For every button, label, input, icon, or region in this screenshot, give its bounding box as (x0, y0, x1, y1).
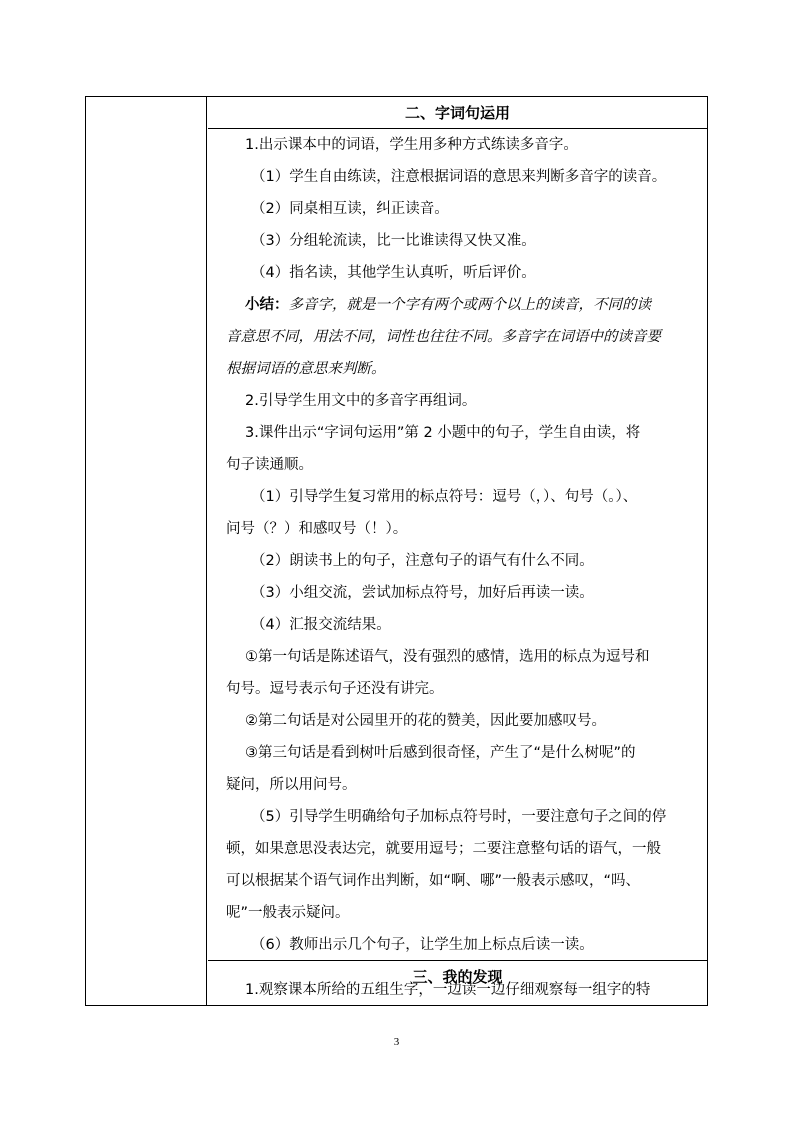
paragraph: 3.课件出示“字词句运用”第 2 小题中的句子，学生自由读，将 (245, 425, 641, 441)
paragraph: （3）分组轮流读，比一比谁读得又快又准。 (251, 233, 536, 249)
paragraph: （1）学生自由练读，注意根据词语的意思来判断多音字的读音。 (251, 169, 667, 185)
paragraph: （5）引导学生明确给句子加标点符号时，一要注意句子之间的停 (251, 809, 667, 825)
summary-text: 多音字，就是一个字有两个或两个以上的读音，不同的读 (288, 297, 651, 313)
left-column-cell (86, 97, 207, 1005)
paragraph: 1.出示课本中的词语，学生用多种方式练读多音字。 (245, 137, 578, 153)
paragraph: （4）汇报交流结果。 (251, 617, 391, 633)
paragraph: 问号（？）和感叹号（！）。 (226, 521, 408, 537)
paragraph: 句号。逗号表示句子还没有讲完。 (226, 681, 444, 697)
paragraph: （4）指名读，其他学生认真听，听后评价。 (251, 265, 536, 281)
lesson-table (85, 96, 708, 1006)
summary-line (208, 289, 707, 321)
paragraph: （3）小组交流，尝试加标点符号，加好后再读一读。 (251, 585, 594, 601)
summary-line: 音意思不同，用法不同，词性也往往不同。多音字在词语中的读音要 (226, 329, 661, 345)
paragraph: ②第二句话是对公园里开的花的赞美，因此要加感叹号。 (245, 713, 606, 729)
content-cell (208, 97, 707, 1005)
section-heading: 三、我的发现 (412, 968, 503, 986)
paragraph: 2.引导学生用文中的多音字再组词。 (245, 393, 477, 409)
summary-line: 根据词语的意思来判断。 (226, 361, 386, 377)
paragraph: 疑问，所以用问号。 (226, 777, 357, 793)
paragraph: 可以根据某个语气词作出判断，如“啊、哪”一般表示感叹，“吗、 (226, 873, 641, 889)
paragraph: （6）教师出示几个句子，让学生加上标点后读一读。 (251, 937, 594, 953)
paragraph: 1.观察课本所给的五组生字，一边读一边仔细观察每一组字的特 (245, 982, 651, 998)
page-number: 3 (393, 1036, 400, 1048)
paragraph: 顿，如果意思没表达完，就要用逗号；二要注意整句话的语气，一般 (226, 841, 661, 857)
paragraph: （2）同桌相互读，纠正读音。 (251, 201, 449, 217)
paragraph: 句子读通顺。 (226, 457, 313, 473)
paragraph: （1）引导学生复习常用的标点符号：逗号（，）、句号（。）、 (251, 489, 638, 505)
summary-label: 小结： (245, 296, 289, 313)
paragraph: 呢”一般表示疑问。 (226, 905, 350, 921)
paragraph: （2）朗读书上的句子，注意句子的语气有什么不同。 (251, 553, 594, 569)
paragraph: ③第三句话是看到树叶后感到很奇怪，产生了“是什么树呢”的 (245, 745, 636, 761)
section-heading: 二、字词句运用 (404, 104, 510, 122)
paragraph: ①第一句话是陈述语气，没有强烈的感情，选用的标点为逗号和 (245, 649, 650, 665)
